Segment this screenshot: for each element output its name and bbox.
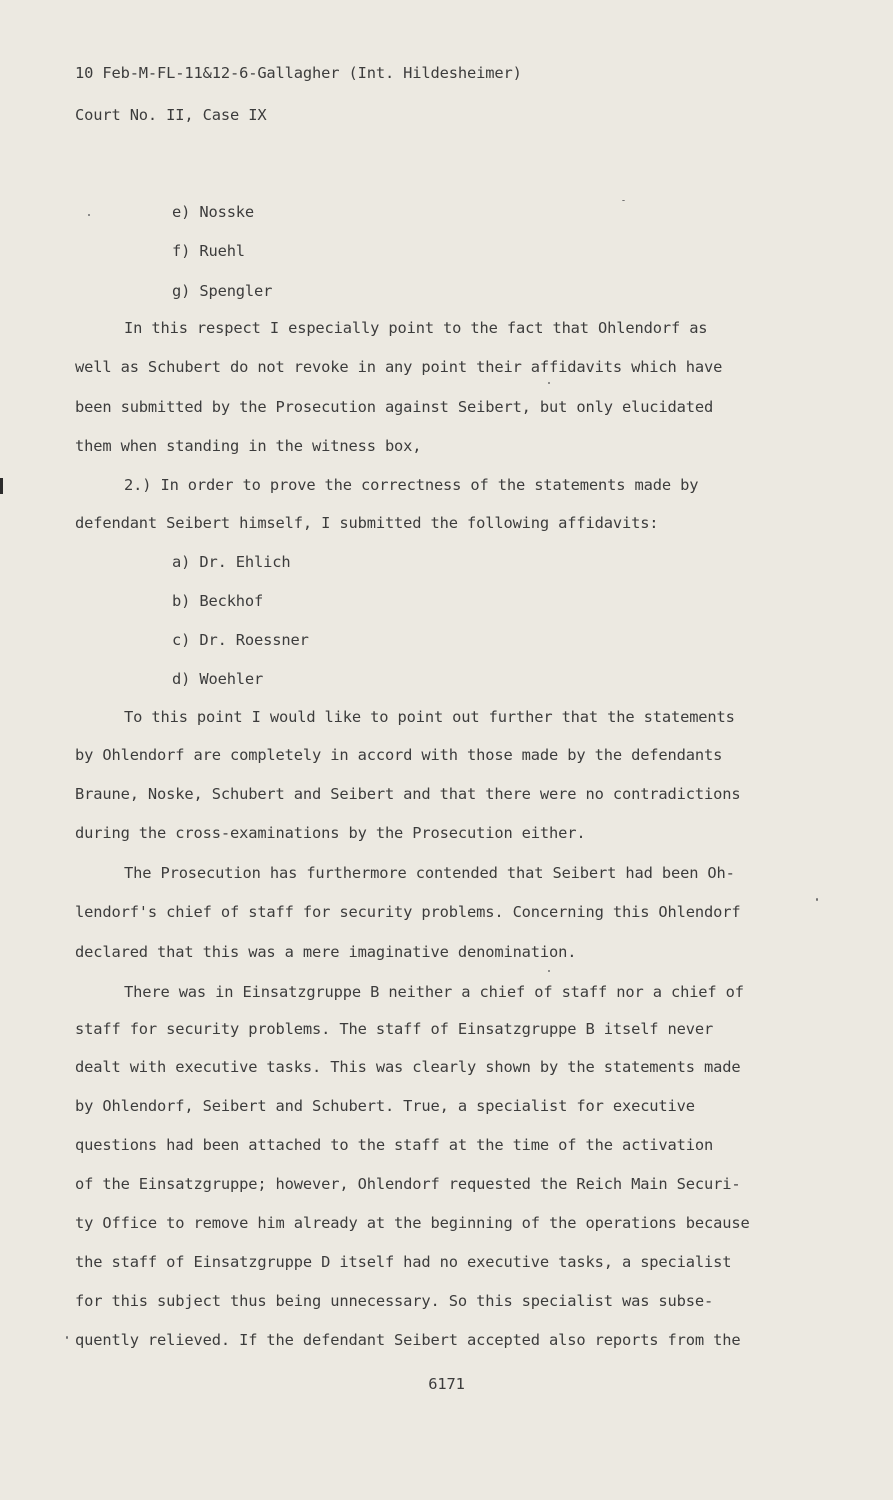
scan-speck — [548, 382, 550, 384]
paragraph-line: during the cross-examinations by the Prosecution either. — [75, 824, 586, 842]
paragraph-line: To this point I would like to point out further that the statements — [124, 708, 735, 726]
paragraph-line: been submitted by the Prosecution against Seibert, but only elucidated — [75, 398, 714, 416]
paragraph-line: defendant Seibert himself, I submitted the following affidavits: — [75, 514, 659, 532]
paragraph-line: by Ohlendorf are completely in accord with those made by the defendants — [75, 746, 723, 764]
paragraph-line: 2.) In order to prove the correctness of the statements made by — [124, 476, 699, 494]
paragraph-line: of the Einsatzgruppe; however, Ohlendorf requested the Reich Main Securi- — [75, 1175, 741, 1193]
list-item: g) Spengler — [172, 282, 273, 300]
scan-speck — [66, 1336, 68, 1339]
list-item: c) Dr. Roessner — [172, 631, 309, 649]
paragraph-line: dealt with executive tasks. This was clearly shown by the statements made — [75, 1058, 741, 1076]
paragraph-line: well as Schubert do not revoke in any point their affidavits which have — [75, 358, 723, 376]
paragraph-line: In this respect I especially point to the fact that Ohlendorf as — [124, 319, 708, 337]
header-court-line: Court No. II, Case IX — [75, 106, 267, 124]
scan-speck — [622, 200, 625, 201]
margin-mark — [0, 478, 3, 494]
list-item: e) Nosske — [172, 203, 255, 221]
paragraph-line: There was in Einsatzgruppe B neither a chief of staff nor a chief of — [124, 983, 744, 1001]
paragraph-line: Braune, Noske, Schubert and Seibert and that there were no contradictions — [75, 785, 741, 803]
paragraph-line: staff for security problems. The staff of Einsatzgruppe B itself never — [75, 1020, 714, 1038]
paragraph-line: for this subject thus being unnecessary. So this specialist was subse- — [75, 1292, 714, 1310]
page-number: 6171 — [428, 1375, 465, 1393]
paragraph-line: The Prosecution has furthermore contended that Seibert had been Oh- — [124, 864, 735, 882]
paragraph-line: lendorf's chief of staff for security problems. Concerning this Ohlendorf — [75, 903, 741, 921]
paragraph-line: questions had been attached to the staff at the time of the activation — [75, 1136, 714, 1154]
paragraph-line: them when standing in the witness box, — [75, 437, 422, 455]
paragraph-line: the staff of Einsatzgruppe D itself had no executive tasks, a specialist — [75, 1253, 732, 1271]
scan-speck — [816, 898, 818, 901]
paragraph-line: by Ohlendorf, Seibert and Schubert. True, a specialist for executive — [75, 1097, 695, 1115]
list-item: f) Ruehl — [172, 242, 245, 260]
list-item: d) Woehler — [172, 670, 264, 688]
list-item: b) Beckhof — [172, 592, 264, 610]
paragraph-line: quently relieved. If the defendant Seibert accepted also reports from the — [75, 1331, 741, 1349]
paragraph-line: declared that this was a mere imaginative denomination. — [75, 943, 577, 961]
paragraph-line: ty Office to remove him already at the beginning of the operations because — [75, 1214, 750, 1232]
scan-speck — [88, 214, 90, 216]
scan-speck — [548, 970, 550, 972]
list-item: a) Dr. Ehlich — [172, 553, 291, 571]
header-reference-line: 10 Feb-M-FL-11&12-6-Gallagher (Int. Hildesheimer) — [75, 64, 522, 82]
